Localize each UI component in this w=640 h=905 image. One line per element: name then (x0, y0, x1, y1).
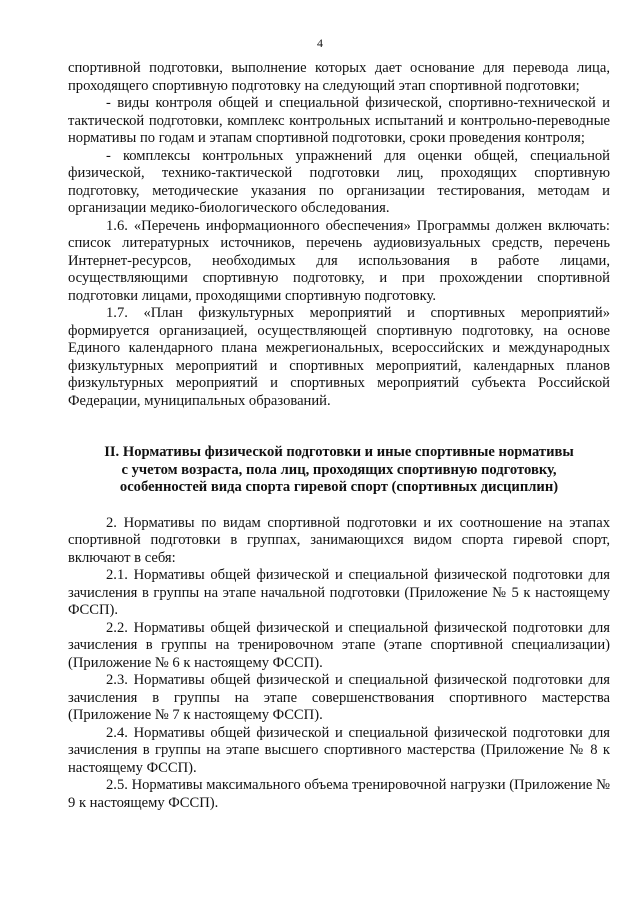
section-heading-line-3: особенностей вида спорта гиревой спорт (спортивных дисциплин) (119, 479, 559, 495)
section-heading-line-2: с учетом возраста, пола лиц, проходящих спортивную подготовку, (121, 461, 557, 478)
paragraph-1-7: 1.7. «План физкультурных мероприятий и спортивных мероприятий» формируется организацией, осуществляющей спортивную подготовку, на основе Единого календарного плана межрегиональных, всероссийских и международных физкультурных мероприятий и спортивных мероприятий, календарных планов физкультурных мероприятий и спортивных мероприятий субъекта Российской Федерации, муниципальных образований. (68, 305, 610, 409)
paragraph-2-3: 2.3. Нормативы общей физической и специальной физической подготовки для зачисления в группы на этапе совершенствования спортивного мастерства (Приложение № 7 к настоящему ФССП). (68, 672, 610, 723)
paragraph-2: 2. Нормативы по видам спортивной подготовки и их соотношение на этапах спортивной подготовки в группах, занимающихся видом спорта гиревой спорт, включают в себя: (68, 514, 610, 566)
section-heading (68, 444, 610, 497)
paragraph-2-2: 2.2. Нормативы общей физической и специальной физической подготовки для зачисления в группы на тренировочном этапе (этапе спортивной специализации) (Приложение № 6 к настоящему ФССП). (68, 619, 610, 671)
paragraph-control-types: - виды контроля общей и специальной физической, спортивно-технической и тактической подготовки, комплекс контрольных испытаний и контрольно-переводные нормативы по годам и этапам спортивной подготовки, сроки проведения контроля; (68, 95, 610, 146)
document-body (68, 60, 610, 812)
paragraph-2-4: 2.4. Нормативы общей физической и специальной физической подготовки для зачисления в группы на этапе высшего спортивного мастерства (Приложение № 8 к настоящему ФССП). (68, 724, 610, 776)
section-heading-line-1: II. Нормативы физической подготовки и иные спортивные нормативы (104, 444, 574, 460)
paragraph-2-5: 2.5. Нормативы максимального объема тренировочной нагрузки (Приложение № 9 к настоящему ФССП). (68, 777, 610, 811)
paragraph-continuation: спортивной подготовки, выполнение которых дает основание для перевода лица, проходящего спортивную подготовку на следующий этап спортивной подготовки; (68, 60, 610, 94)
page-number: 4 (317, 36, 323, 50)
paragraph-control-exercises: - комплексы контрольных упражнений для оценки общей, специальной физической, технико-тактической подготовки лиц, проходящих спортивную подготовку, методические указания по организации тестирования, методам и организации медико-биологического обследования. (68, 147, 610, 216)
paragraph-2-1: 2.1. Нормативы общей физической и специальной физической подготовки для зачисления в группы на этапе начальной подготовки (Приложение № 5 к настоящему ФССП). (68, 567, 610, 618)
spacer (68, 497, 610, 515)
paragraph-1-6: 1.6. «Перечень информационного обеспечения» Программы должен включать: список литературных источников, перечень аудиовизуальных средств, перечень Интернет-ресурсов, необходимых для использования в работе лицами, осуществляющими спортивную подготовку, и при прохождении спортивной подготовки лицами, проходящими спортивную подготовку. (68, 217, 610, 304)
